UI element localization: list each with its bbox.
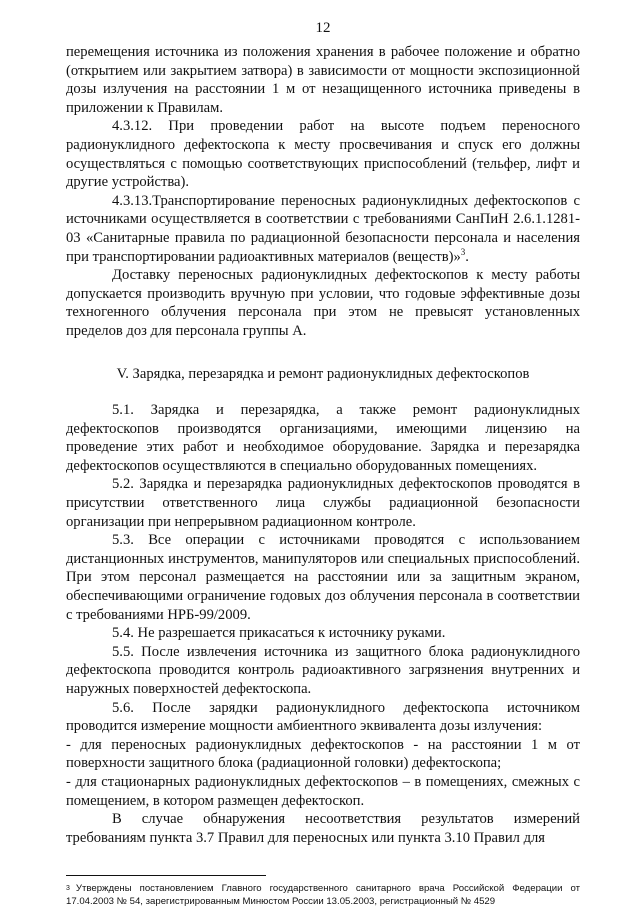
- paragraph-5-5: 5.5. После извлечения источника из защитного блока радионуклидного дефектоскопа проводится контроль радиоактивного загрязнения внутренних и наружных поверхностей дефектоскопа.: [66, 643, 580, 697]
- footnote-mark: 3: [66, 885, 70, 893]
- paragraph-4-3-12: 4.3.12. При проведении работ на высоте подъем переносного радионуклидного дефектоскопа к месту просвечивания и спуск его должны осуществляться с помощью соответствующих приспособлений (тельфер, лифт и другие устройства).: [66, 118, 580, 191]
- paragraph-4-3-13: [66, 192, 580, 266]
- paragraph-mismatch: В случае обнаружения несоответствия результатов измерений требованиям пункта 3.7 Правил для переносных или пункта 3.10 Правил для: [66, 811, 580, 846]
- section-heading: V. Зарядка, перезарядка и ремонт радионуклидных дефектоскопов: [116, 365, 530, 382]
- paragraph-5-1: 5.1. Зарядка и перезарядка, а также ремонт радионуклидных дефектоскопов производятся организациями, имеющими лицензию на проведение этих работ и необходимое оборудование. Зарядка и перезарядка дефектоскопов осуществляются в специально оборудованных помещениях.: [66, 402, 580, 474]
- paragraph-delivery: Доставку переносных радионуклидных дефектоскопов к месту работы допускается производить вручную при условии, что годовые эффективные дозы техногенного облучения персонала при этом не превысят установленных пределов доз для персонала группы А.: [66, 267, 580, 339]
- paragraph-continuation: перемещения источника из положения хранения в рабочее положение и обратно (открытием или закрытием затвора) в зависимости от мощности экспозиционной дозы излучения на расстоянии 1 м от незащищенного источника приведены в приложении к Правилам.: [66, 44, 580, 116]
- list-item-portable: - для переносных радионуклидных дефектоскопов - на расстоянии 1 м от поверхности защитного блока (радиационной головки) дефектоскопа;: [66, 736, 580, 772]
- footnote: [66, 882, 580, 908]
- paragraph-5-3: 5.3. Все операции с источниками проводятся с использованием дистанционных инструментов, манипуляторов или специальных приспособлений. При этом персонал размещается на расстоянии или за защитным экраном, обеспечивающими ограничение годовых доз облучения персонала в соответствии с требованиями НРБ-99/2009.: [66, 532, 580, 623]
- paragraph-5-2: 5.2. Зарядка и перезарядка радионуклидных дефектоскопов проводятся в присутствии ответственного лица службы радиационной безопасности организации при непрерывном радиационном контроле.: [66, 476, 580, 530]
- paragraph-5-6: 5.6. После зарядки радионуклидного дефектоскопа источником проводится измерение мощности амбиентного эквивалента дозы излучения:: [66, 699, 580, 735]
- footnote-divider: [66, 875, 266, 876]
- page-number: 12: [315, 20, 331, 36]
- list-item-stationary: - для стационарных радионуклидных дефектоскопов – в помещениях, смежных с помещением, в котором размещен дефектоскоп.: [66, 773, 580, 809]
- paragraph-4-3-13-end: .: [465, 248, 469, 265]
- footnote-text: Утверждены постановлением Главного государственного санитарного врача Российской Федерации от 17.04.2003 № 54, зарегистрированным Минюстом России 13.05.2003, регистрационный № 4529: [66, 883, 580, 908]
- paragraph-4-3-13-text: 4.3.13.Транспортирование переносных радионуклидных дефектоскопов с источниками осуществляется в соответствии с требованиями СанПиН 2.6.1.1281-03 «Санитарные правила по радиационной безопасности персонала и населения при транспортировании радиоактивных материалов (веществ)»: [66, 192, 580, 265]
- footnote-reference: 3: [460, 246, 466, 257]
- paragraph-5-4: 5.4. Не разрешается прикасаться к источнику руками.: [112, 625, 446, 642]
